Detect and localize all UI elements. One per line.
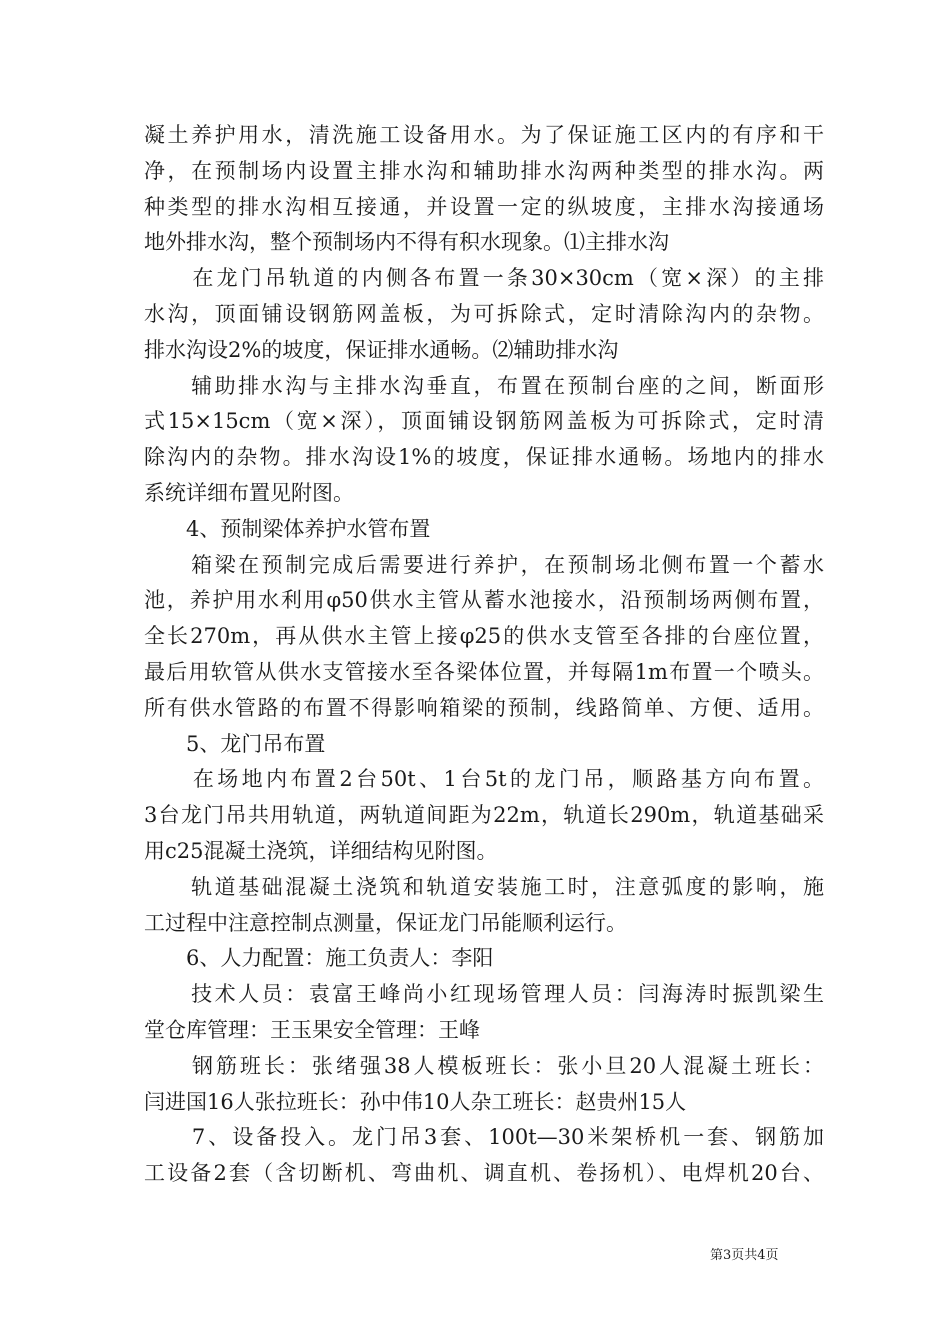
- text-line: 3台龙门吊共用轨道，两轨道间距为22m，轨道长290m，轨道基础采: [144, 803, 824, 828]
- page-number: 第3页共4页: [710, 1248, 779, 1263]
- text-line: 辅助排水沟与主排水沟垂直，布置在预制台座的之间，断面形: [144, 373, 824, 398]
- text-line: 最后用软管从供水支管接水至各梁体位置，并每隔1m布置一个喷头。: [144, 660, 824, 684]
- text-line: 在龙门吊轨道的内侧各布置一条30×30cm（宽×深）的主排: [144, 266, 824, 291]
- text-line: 用c25混凝土浇筑，详细结构见附图。: [144, 839, 498, 863]
- text-line: 除沟内的杂物。排水沟设1%的坡度，保证排水通畅。场地内的排水: [144, 445, 824, 470]
- text-line: 净，在预制场内设置主排水沟和辅助排水沟两种类型的排水沟。两: [144, 158, 824, 183]
- text-line: 种类型的排水沟相互接通，并设置一定的纵坡度，主排水沟接通场: [144, 194, 824, 219]
- text-line: 池，养护用水利用φ50供水主管从蓄水池接水，沿预制场两侧布置，: [144, 588, 824, 613]
- text-line: 闫进国16人张拉班长：孙中伟10人杂工班长：赵贵州15人: [144, 1089, 687, 1114]
- text-line: 全长270m，再从供水主管上接φ25的供水支管至各排的台座位置，: [144, 624, 824, 649]
- text-line: 凝土养护用水，清洗施工设备用水。为了保证施工区内的有序和干: [144, 123, 824, 147]
- text-line: 轨道基础混凝土浇筑和轨道安装施工时，注意弧度的影响，施: [144, 874, 824, 899]
- text-line: 工过程中注意控制点测量，保证龙门吊能顺利运行。: [144, 910, 627, 935]
- text-line: 地外排水沟，整个预制场内不得有积水现象。⑴主排水沟: [144, 230, 669, 255]
- text-line: 在场地内布置2台50t、1台5t的龙门吊，顺路基方向布置。: [144, 767, 824, 792]
- text-line: 4、预制梁体养护水管布置: [144, 516, 431, 541]
- text-line: 5、龙门吊布置: [144, 731, 326, 756]
- text-line: 排水沟设2%的坡度，保证排水通畅。⑵辅助排水沟: [144, 337, 619, 362]
- text-line: 工设备2套（含切断机、弯曲机、调直机、卷扬机）、电焊机20台、: [144, 1161, 824, 1186]
- text-line: 所有供水管路的布置不得影响箱梁的预制，线路简单、方便、适用。: [144, 695, 824, 720]
- text-line: 水沟，顶面铺设钢筋网盖板，为可拆除式，定时清除沟内的杂物。: [144, 302, 824, 326]
- text-line: 6、人力配置：施工负责人：李阳: [144, 946, 494, 971]
- text-line: 钢筋班长：张绪强38人模板班长：张小旦20人混凝土班长：: [144, 1053, 824, 1078]
- text-line: 堂仓库管理：王玉果安全管理：王峰: [144, 1018, 480, 1042]
- text-line: 系统详细布置见附图。: [144, 481, 354, 505]
- text-line: 7、设备投入。龙门吊3套、100t—30米架桥机一套、钢筋加: [144, 1125, 824, 1150]
- text-line: 技术人员：袁富王峰尚小红现场管理人员：闫海涛时振凯梁生: [144, 982, 824, 1007]
- text-line: 式15×15cm（宽×深），顶面铺设钢筋网盖板为可拆除式，定时清: [144, 409, 824, 434]
- text-line: 箱梁在预制完成后需要进行养护，在预制场北侧布置一个蓄水: [144, 552, 824, 577]
